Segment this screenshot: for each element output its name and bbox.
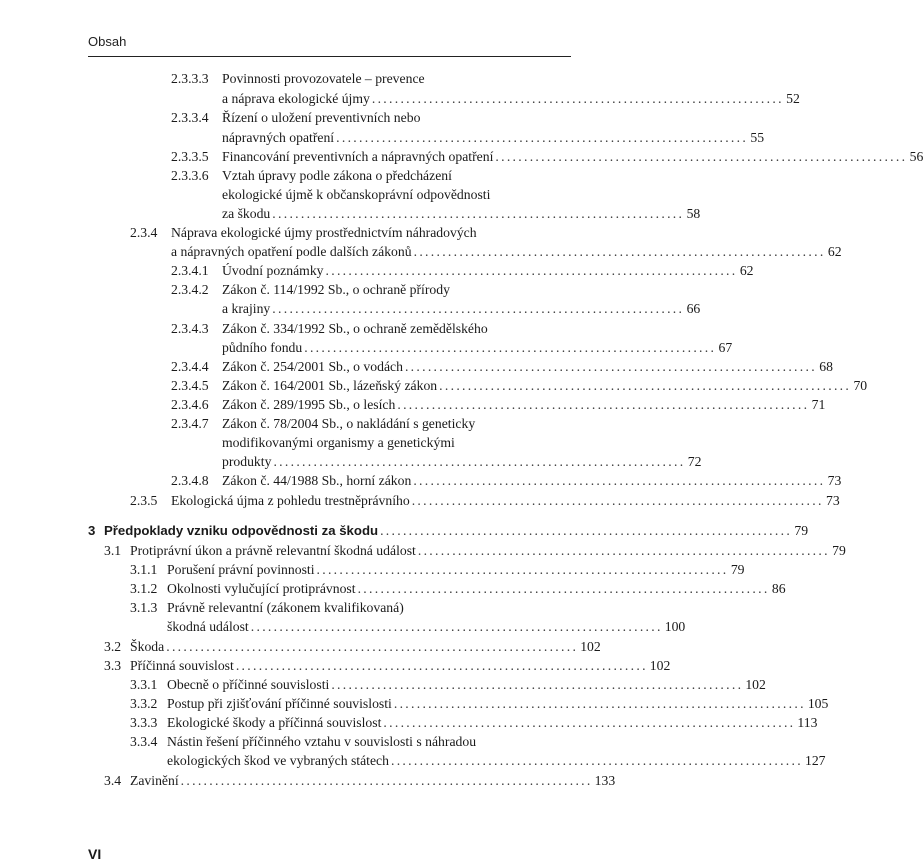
dot-leader: ........................................................................ [273, 454, 686, 469]
page-number: 62 [739, 263, 754, 278]
dot-leader: ........................................................................ [272, 301, 685, 316]
toc-entry-2-3-3-4-cont[interactable]: nápravných opatření ........................................................................ 55 [222, 128, 571, 148]
dot-leader: ........................................................................ [371, 91, 784, 106]
toc-entry-2-3-4-8[interactable]: 2.3.4.8 Zákon č. 44/1988 Sb., horní zákon ........................................................................ 73 [171, 471, 571, 491]
toc-entry-2-3-3-6-cont2[interactable]: za škodu ........................................................................ 58 [222, 204, 571, 224]
toc-entry-2-3-4-7-cont2[interactable]: produkty ........................................................................ 72 [222, 452, 571, 472]
toc-entry-2-3-4-3-cont[interactable]: půdního fondu ........................................................................ 67 [222, 338, 571, 358]
page-number: 102 [745, 677, 766, 692]
dot-leader: ........................................................................ [380, 523, 793, 538]
dot-leader: ........................................................................ [413, 473, 826, 488]
page-number: 68 [819, 359, 833, 374]
toc-entry-2-3-4-7-cont[interactable]: modifikovanými organismy a genetickými [222, 435, 455, 450]
page-number: 73 [826, 493, 840, 508]
toc-entry-2-3-3-6-cont[interactable]: ekologické újmě k občanskoprávní odpovědnosti [222, 187, 491, 202]
page-number: 79 [832, 543, 846, 558]
page-number: 67 [718, 340, 733, 355]
toc-entry-2-3-4-6[interactable]: 2.3.4.6 Zákon č. 289/1995 Sb., o lesích ........................................................................ 71 [171, 395, 571, 415]
page-number: 105 [807, 696, 829, 711]
dot-leader: ........................................................................ [417, 543, 830, 558]
toc-entry-2-3-4-4[interactable]: 2.3.4.4 Zákon č. 254/2001 Sb., o vodách ........................................................................ 68 [171, 357, 571, 377]
dot-leader: ........................................................................ [383, 715, 796, 730]
page-number: 86 [771, 581, 786, 596]
dot-leader: ........................................................................ [413, 244, 826, 259]
toc-entry-2-3-4-cont[interactable]: a nápravných opatření podle dalších zákonů ........................................................................ 62 [171, 242, 571, 262]
page-number: 66 [686, 301, 701, 316]
toc-entry-3-1[interactable]: 3.1 Protiprávní úkon a právně relevantní škodná událost ........................................................................ 79 [104, 541, 571, 561]
page-number: 70 [853, 378, 868, 393]
dot-leader: ........................................................................ [404, 359, 817, 374]
toc-entry-2-3-4-1[interactable]: 2.3.4.1 Úvodní poznámky ........................................................................ 62 [171, 261, 571, 281]
toc-entry-3-3-2[interactable]: 3.3.2 Postup při zjišťování příčinné souvislosti ........................................................................ 105 [130, 694, 571, 714]
toc-entry-2-3-3-3[interactable]: 2.3.3.3 Povinnosti provozovatele – prevence [171, 71, 425, 86]
page-number: 102 [580, 639, 601, 654]
page-number: 100 [664, 619, 686, 634]
toc-entry-3-1-2[interactable]: 3.1.2 Okolnosti vylučující protiprávnost ........................................................................ 86 [130, 579, 571, 599]
page-number: 56 [909, 149, 923, 164]
dot-leader: ........................................................................ [272, 206, 685, 221]
toc-entry-2-3-4[interactable]: 2.3.4 Náprava ekologické újmy prostřednictvím náhradových [130, 225, 477, 240]
page-number: 55 [750, 130, 765, 145]
toc-chapter-3[interactable]: 3 Předpoklady vzniku odpovědnosti za škodu ........................................................................ 79 [88, 521, 571, 541]
dot-leader: ........................................................................ [397, 397, 810, 412]
page-number: 58 [686, 206, 701, 221]
page-number: 71 [811, 397, 826, 412]
toc-entry-2-3-3-4[interactable]: 2.3.3.4 Řízení o uložení preventivních nebo [171, 110, 421, 125]
toc-entry-2-3-3-6[interactable]: 2.3.3.6 Vztah úpravy podle zákona o předcházení [171, 168, 452, 183]
dot-leader: ........................................................................ [325, 263, 738, 278]
toc-entry-2-3-4-5[interactable]: 2.3.4.5 Zákon č. 164/2001 Sb., lázeňský zákon ........................................................................ 70 [171, 376, 571, 396]
toc-entry-2-3-4-2-cont[interactable]: a krajiny ........................................................................ 66 [222, 299, 571, 319]
dot-leader: ........................................................................ [411, 493, 824, 508]
toc-entry-3-1-3[interactable]: 3.1.3 Právně relevantní (zákonem kvalifikovaná) [130, 600, 404, 615]
dot-leader: ........................................................................ [180, 773, 593, 788]
dot-leader: ........................................................................ [166, 639, 579, 654]
toc-entry-2-3-3-3-cont[interactable]: a náprava ekologické újmy ........................................................................ 52 [222, 89, 571, 109]
dot-leader: ........................................................................ [390, 753, 803, 768]
page-number: 73 [827, 473, 842, 488]
toc-entry-2-3-3-5[interactable]: 2.3.3.5 Financování preventivních a nápravných opatření ........................................................................ 56 [171, 147, 571, 167]
toc-entry-2-3-4-7[interactable]: 2.3.4.7 Zákon č. 78/2004 Sb., o nakládání s geneticky [171, 416, 476, 431]
dot-leader: ........................................................................ [336, 130, 749, 145]
page-number: 79 [730, 562, 745, 577]
toc-entry-2-3-4-2[interactable]: 2.3.4.2 Zákon č. 114/1992 Sb., o ochraně přírody [171, 282, 450, 297]
dot-leader: ........................................................................ [316, 562, 729, 577]
page-number: 72 [687, 454, 702, 469]
page-number: 52 [786, 91, 800, 106]
toc-entry-3-3[interactable]: 3.3 Příčinná souvislost ........................................................................ 102 [104, 656, 571, 676]
toc-entry-3-4[interactable]: 3.4 Zavinění ........................................................................ 133 [104, 771, 571, 791]
toc-entry-3-3-3[interactable]: 3.3.3 Ekologické škody a příčinná souvislost ........................................................................ 113 [130, 713, 571, 733]
folio-page-number: VI [88, 846, 102, 862]
toc-entry-3-3-4-cont[interactable]: ekologických škod ve vybraných státech ........................................................................ 127 [167, 751, 571, 771]
toc-entry-3-3-4[interactable]: 3.3.4 Nástin řešení příčinného vztahu v souvislosti s náhradou [130, 734, 477, 749]
dot-leader: ........................................................................ [250, 619, 663, 634]
toc-entry-3-2[interactable]: 3.2 Škoda ........................................................................ 102 [104, 637, 571, 657]
page-number: 127 [804, 753, 826, 768]
page-number: 62 [827, 244, 842, 259]
dot-leader: ........................................................................ [357, 581, 770, 596]
dot-leader: ........................................................................ [331, 677, 744, 692]
page-number: 133 [594, 773, 616, 788]
toc-entry-2-3-5[interactable]: 2.3.5 Ekologická újma z pohledu trestněprávního ........................................................................ 73 [130, 491, 571, 511]
dot-leader: ........................................................................ [439, 378, 852, 393]
toc-entry-3-1-1[interactable]: 3.1.1 Porušení právní povinnosti ........................................................................ 79 [130, 560, 571, 580]
toc-entry-3-1-3-cont[interactable]: škodná událost ........................................................................ 100 [167, 617, 571, 637]
dot-leader: ........................................................................ [393, 696, 806, 711]
running-header-title: Obsah [88, 34, 127, 49]
page-number: 113 [797, 715, 818, 730]
toc-entry-3-3-1[interactable]: 3.3.1 Obecně o příčinné souvislosti ........................................................................ 102 [130, 675, 571, 695]
page-number: 102 [649, 658, 671, 673]
dot-leader: ........................................................................ [235, 658, 648, 673]
toc-entry-2-3-4-3[interactable]: 2.3.4.3 Zákon č. 334/1992 Sb., o ochraně zemědělského [171, 321, 488, 336]
dot-leader: ........................................................................ [495, 149, 908, 164]
page-number: 79 [794, 523, 809, 538]
dot-leader: ........................................................................ [304, 340, 717, 355]
